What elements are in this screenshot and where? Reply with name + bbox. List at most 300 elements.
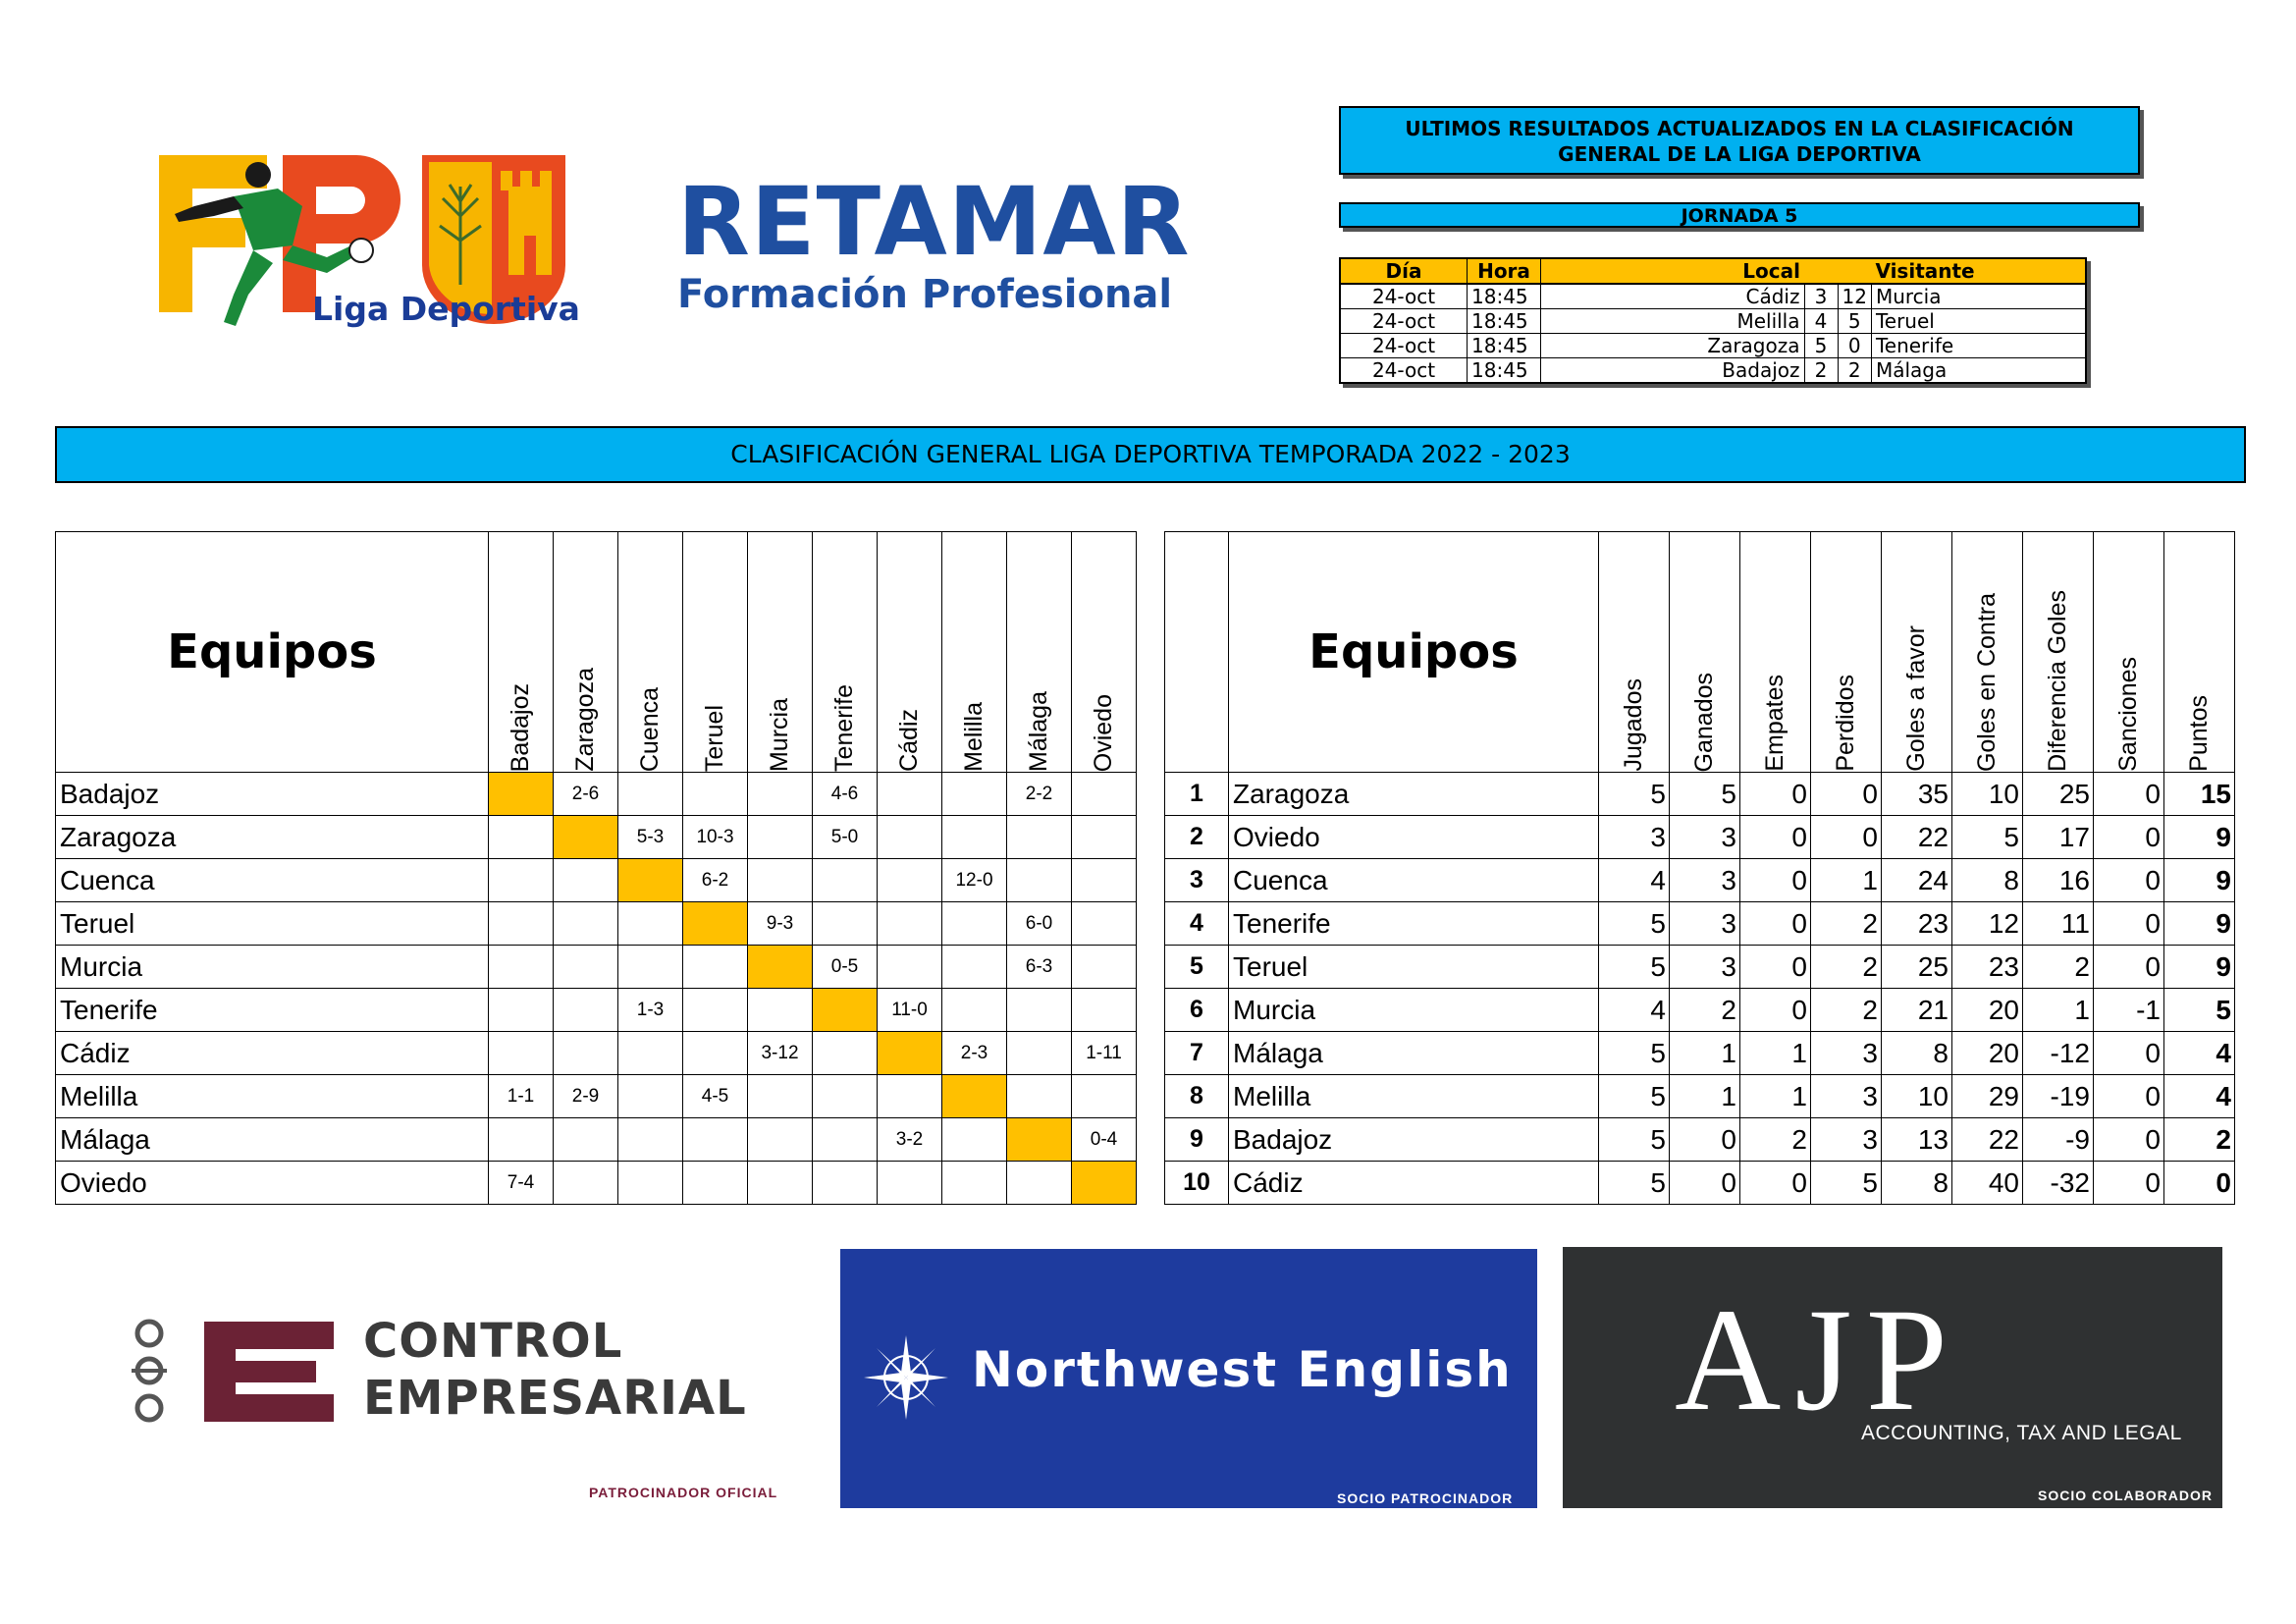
standings-pos-header xyxy=(1165,532,1229,773)
standings-stat: 3 xyxy=(1670,816,1740,859)
matrix-score-cell xyxy=(489,1032,554,1075)
results-matrix xyxy=(55,531,1137,1205)
standings-points: 2 xyxy=(2164,1118,2235,1162)
standings-stat: 21 xyxy=(1882,989,1952,1032)
standings-stat: 1 xyxy=(1740,1032,1811,1075)
standings-stat: 1 xyxy=(1670,1075,1740,1118)
standings-stat: 20 xyxy=(1952,1032,2023,1075)
compass-rose-icon xyxy=(862,1333,950,1422)
result-local-goals: 2 xyxy=(1804,358,1838,384)
result-time: 18:45 xyxy=(1468,284,1541,309)
matrix-score-cell xyxy=(1072,989,1137,1032)
matrix-score-cell xyxy=(942,816,1007,859)
standings-stat: 16 xyxy=(2023,859,2094,902)
matrix-row-team: Cuenca xyxy=(56,859,489,902)
matrix-score-cell: 1-3 xyxy=(618,989,683,1032)
matrix-row-team: Badajoz xyxy=(56,773,489,816)
matrix-score-cell: 2-6 xyxy=(554,773,618,816)
matrix-score-cell: 2-9 xyxy=(554,1075,618,1118)
matrix-row-team: Melilla xyxy=(56,1075,489,1118)
standings-stat: 0 xyxy=(1811,773,1882,816)
matrix-score-cell xyxy=(878,902,942,946)
sponsor-tag-partner: SOCIO PATROCINADOR xyxy=(1337,1490,1514,1506)
standings-stat: 3 xyxy=(1670,859,1740,902)
standings-stat: 25 xyxy=(2023,773,2094,816)
matrix-score-cell xyxy=(878,816,942,859)
matrix-score-cell xyxy=(683,946,748,989)
result-day: 24-oct xyxy=(1340,334,1468,358)
matrix-col-label: Cádiz xyxy=(895,709,923,772)
result-visitor-goals: 2 xyxy=(1838,358,1871,384)
standings-stat: 2 xyxy=(1740,1118,1811,1162)
matrix-row xyxy=(56,816,1137,859)
standings-stat: 10 xyxy=(1952,773,2023,816)
standings-stat: 10 xyxy=(1882,1075,1952,1118)
standings-teams-header: Equipos xyxy=(1229,532,1599,773)
matrix-score-cell: 6-3 xyxy=(1007,946,1072,989)
result-local-goals: 4 xyxy=(1804,309,1838,334)
latest-results-table xyxy=(1339,257,2087,384)
result-visitor-goals: 0 xyxy=(1838,334,1871,358)
standings-stat: 0 xyxy=(2094,816,2164,859)
matrix-col-header xyxy=(878,532,942,773)
matrix-col-header xyxy=(554,532,618,773)
matrix-row-team: Murcia xyxy=(56,946,489,989)
standings-col-label: Empates xyxy=(1761,675,1789,772)
ajp-subtitle: ACCOUNTING, TAX AND LEGAL xyxy=(1861,1422,2182,1444)
matrix-score-cell xyxy=(683,1162,748,1205)
matrix-score-cell xyxy=(813,1118,878,1162)
standings-stat: -32 xyxy=(2023,1162,2094,1205)
matrix-score-cell xyxy=(489,859,554,902)
matrix-score-cell xyxy=(554,902,618,946)
standings-row xyxy=(1165,1118,2235,1162)
result-row xyxy=(1340,334,2086,358)
matrix-score-cell xyxy=(878,1162,942,1205)
standings-stat: 0 xyxy=(1740,816,1811,859)
standings-stat: 5 xyxy=(1952,816,2023,859)
matrix-score-cell xyxy=(878,1075,942,1118)
matrix-score-cell xyxy=(683,1032,748,1075)
matrix-score-cell xyxy=(489,989,554,1032)
standings-stat: 0 xyxy=(1740,773,1811,816)
standings-col-header xyxy=(1670,532,1740,773)
matrix-row-team: Zaragoza xyxy=(56,816,489,859)
matrix-score-cell: 2-3 xyxy=(942,1032,1007,1075)
matrix-score-cell xyxy=(618,1162,683,1205)
standings-col-header xyxy=(1882,532,1952,773)
matrix-col-header xyxy=(748,532,813,773)
standings-row xyxy=(1165,773,2235,816)
standings-stat: 12 xyxy=(1952,902,2023,946)
standings-stat: 0 xyxy=(1740,989,1811,1032)
ajp-name: AJP xyxy=(1675,1278,1962,1441)
standings-col-header xyxy=(1952,532,2023,773)
standings-header-row xyxy=(1165,532,2235,773)
matrix-col-header xyxy=(489,532,554,773)
matrix-score-cell xyxy=(618,902,683,946)
standings-stat: 0 xyxy=(2094,1118,2164,1162)
control-empresarial-logo xyxy=(120,1312,346,1430)
matrix-score-cell: 4-5 xyxy=(683,1075,748,1118)
standings-stat: 5 xyxy=(1599,902,1670,946)
result-local-goals: 3 xyxy=(1804,284,1838,309)
matrix-diagonal-cell xyxy=(878,1032,942,1075)
matrix-score-cell: 3-12 xyxy=(748,1032,813,1075)
standings-position: 4 xyxy=(1165,902,1229,946)
matrix-score-cell xyxy=(618,1118,683,1162)
standings-stat: 1 xyxy=(2023,989,2094,1032)
matrix-score-cell: 0-4 xyxy=(1072,1118,1137,1162)
standings-col-header xyxy=(2023,532,2094,773)
col-dia: Día xyxy=(1340,258,1468,284)
sponsor-tag-collaborator: SOCIO COLABORADOR xyxy=(2038,1488,2213,1503)
matrix-score-cell xyxy=(618,1075,683,1118)
standings-row xyxy=(1165,816,2235,859)
matrix-diagonal-cell xyxy=(683,902,748,946)
matrix-score-cell: 1-11 xyxy=(1072,1032,1137,1075)
standings-stat: 0 xyxy=(2094,1032,2164,1075)
standings-position: 3 xyxy=(1165,859,1229,902)
standings-stat: 3 xyxy=(1599,816,1670,859)
standings-stat: 0 xyxy=(1740,1162,1811,1205)
standings-row xyxy=(1165,1032,2235,1075)
standings-stat: 0 xyxy=(1740,946,1811,989)
matrix-score-cell xyxy=(554,946,618,989)
result-local-team: Melilla xyxy=(1541,309,1805,334)
standings-stat: 2 xyxy=(1670,989,1740,1032)
matrix-score-cell xyxy=(1072,946,1137,989)
matrix-score-cell: 5-3 xyxy=(618,816,683,859)
standings-stat: 2 xyxy=(1811,946,1882,989)
matrix-score-cell xyxy=(813,859,878,902)
standings-stat: 2 xyxy=(1811,902,1882,946)
standings-stat: 1 xyxy=(1811,859,1882,902)
standings-col-label: Puntos xyxy=(2185,695,2213,772)
standings-team: Cuenca xyxy=(1229,859,1599,902)
matrix-col-label: Murcia xyxy=(766,697,793,772)
standings-col-label: Sanciones xyxy=(2114,657,2142,772)
matrix-score-cell xyxy=(942,1162,1007,1205)
standings-stat: 0 xyxy=(1740,902,1811,946)
standings-stat: 4 xyxy=(1599,859,1670,902)
standings-stat: 8 xyxy=(1882,1162,1952,1205)
matrix-score-cell xyxy=(489,1118,554,1162)
matrix-score-cell xyxy=(618,946,683,989)
standings-col-label: Goles en Contra xyxy=(1973,592,2001,772)
standings-row xyxy=(1165,902,2235,946)
standings-position: 7 xyxy=(1165,1032,1229,1075)
matrix-col-label: Badajoz xyxy=(507,682,534,772)
standings-stat: 0 xyxy=(2094,946,2164,989)
matrix-diagonal-cell xyxy=(1072,1162,1137,1205)
matrix-score-cell xyxy=(489,816,554,859)
result-local-goals: 5 xyxy=(1804,334,1838,358)
matrix-score-cell xyxy=(683,989,748,1032)
standings-stat: -1 xyxy=(2094,989,2164,1032)
matrix-score-cell xyxy=(748,1075,813,1118)
standings-stat: 8 xyxy=(1882,1032,1952,1075)
matrix-row xyxy=(56,1118,1137,1162)
col-local: Local xyxy=(1541,258,1805,284)
standings-stat: 2 xyxy=(1811,989,1882,1032)
brand-subtitle: Formación Profesional xyxy=(677,272,1173,317)
standings-stat: 0 xyxy=(2094,773,2164,816)
standings-stat: 13 xyxy=(1882,1118,1952,1162)
standings-row xyxy=(1165,1162,2235,1205)
matrix-score-cell: 7-4 xyxy=(489,1162,554,1205)
result-row xyxy=(1340,358,2086,384)
matrix-col-label: Tenerife xyxy=(830,684,858,772)
matrix-score-cell xyxy=(683,773,748,816)
result-visitor-team: Murcia xyxy=(1871,284,2086,309)
standings-stat: 22 xyxy=(1882,816,1952,859)
standings-team: Cádiz xyxy=(1229,1162,1599,1205)
standings-stat: 2 xyxy=(2023,946,2094,989)
standings-stat: 40 xyxy=(1952,1162,2023,1205)
standings-table xyxy=(1164,531,2235,1205)
standings-stat: 3 xyxy=(1811,1118,1882,1162)
standings-stat: 22 xyxy=(1952,1118,2023,1162)
standings-team: Murcia xyxy=(1229,989,1599,1032)
matrix-score-cell: 1-1 xyxy=(489,1075,554,1118)
standings-row xyxy=(1165,859,2235,902)
matrix-score-cell: 10-3 xyxy=(683,816,748,859)
standings-col-header xyxy=(2094,532,2164,773)
matrix-score-cell: 5-0 xyxy=(813,816,878,859)
standings-stat: 0 xyxy=(1740,859,1811,902)
matrix-row-team: Málaga xyxy=(56,1118,489,1162)
brand-title: RETAMAR xyxy=(677,167,1191,277)
standings-col-label: Diferencia Goles xyxy=(2044,590,2071,772)
standings-row xyxy=(1165,989,2235,1032)
result-time: 18:45 xyxy=(1468,309,1541,334)
result-row xyxy=(1340,284,2086,309)
results-header-text: ULTIMOS RESULTADOS ACTUALIZADOS EN LA CLASIFICACIÓN GENERAL DE LA LIGA DEPORTIVA xyxy=(1405,117,2074,166)
matrix-row xyxy=(56,859,1137,902)
control-empresarial-line2: EMPRESARIAL xyxy=(363,1371,747,1426)
matrix-score-cell xyxy=(878,946,942,989)
matrix-score-cell xyxy=(1007,1032,1072,1075)
matrix-score-cell xyxy=(748,1162,813,1205)
standings-stat: 1 xyxy=(1670,1032,1740,1075)
matrix-score-cell xyxy=(748,859,813,902)
matrix-row xyxy=(56,989,1137,1032)
standings-stat: 0 xyxy=(2094,902,2164,946)
standings-stat: 11 xyxy=(2023,902,2094,946)
standings-stat: 5 xyxy=(1599,773,1670,816)
results-header-row xyxy=(1340,258,2086,284)
matrix-score-cell xyxy=(1007,989,1072,1032)
matrix-score-cell xyxy=(618,1032,683,1075)
matrix-diagonal-cell xyxy=(554,816,618,859)
standings-stat: -19 xyxy=(2023,1075,2094,1118)
result-local-team: Badajoz xyxy=(1541,358,1805,384)
northwest-english-name: Northwest English xyxy=(972,1341,1513,1398)
matrix-diagonal-cell xyxy=(748,946,813,989)
matrix-score-cell: 12-0 xyxy=(942,859,1007,902)
matrix-score-cell xyxy=(554,1118,618,1162)
standings-position: 9 xyxy=(1165,1118,1229,1162)
matrix-col-label: Málaga xyxy=(1025,691,1052,772)
standings-position: 10 xyxy=(1165,1162,1229,1205)
matrix-col-header xyxy=(813,532,878,773)
result-row xyxy=(1340,309,2086,334)
standings-stat: 17 xyxy=(2023,816,2094,859)
matrix-score-cell xyxy=(489,902,554,946)
standings-stat: 20 xyxy=(1952,989,2023,1032)
matrix-score-cell xyxy=(554,1162,618,1205)
matrix-score-cell xyxy=(813,902,878,946)
matrix-score-cell xyxy=(1007,859,1072,902)
standings-points: 4 xyxy=(2164,1032,2235,1075)
standings-team: Oviedo xyxy=(1229,816,1599,859)
standings-col-label: Perdidos xyxy=(1832,675,1859,772)
matrix-score-cell xyxy=(489,946,554,989)
matrix-score-cell xyxy=(748,1118,813,1162)
result-time: 18:45 xyxy=(1468,334,1541,358)
standings-points: 9 xyxy=(2164,946,2235,989)
standings-stat: 5 xyxy=(1599,1162,1670,1205)
matrix-score-cell: 6-2 xyxy=(683,859,748,902)
matrix-score-cell xyxy=(554,859,618,902)
matrix-score-cell xyxy=(942,1118,1007,1162)
matrix-score-cell xyxy=(748,989,813,1032)
matrix-score-cell xyxy=(942,946,1007,989)
standings-points: 9 xyxy=(2164,859,2235,902)
matrix-score-cell xyxy=(554,1032,618,1075)
result-visitor-team: Tenerife xyxy=(1871,334,2086,358)
jornada-label: JORNADA 5 xyxy=(1339,202,2140,228)
standings-team: Teruel xyxy=(1229,946,1599,989)
standings-stat: -12 xyxy=(2023,1032,2094,1075)
standings-stat: 5 xyxy=(1811,1162,1882,1205)
standings-position: 1 xyxy=(1165,773,1229,816)
standings-row xyxy=(1165,1075,2235,1118)
standings-stat: 0 xyxy=(1670,1162,1740,1205)
matrix-col-label: Zaragoza xyxy=(571,668,599,772)
standings-points: 5 xyxy=(2164,989,2235,1032)
standings-stat: 29 xyxy=(1952,1075,2023,1118)
matrix-row xyxy=(56,946,1137,989)
standings-col-header xyxy=(2164,532,2235,773)
matrix-score-cell xyxy=(878,859,942,902)
standings-stat: 5 xyxy=(1599,1075,1670,1118)
result-visitor-goals: 12 xyxy=(1838,284,1871,309)
matrix-score-cell: 4-6 xyxy=(813,773,878,816)
standings-stat: 8 xyxy=(1952,859,2023,902)
matrix-diagonal-cell xyxy=(489,773,554,816)
result-visitor-goals: 5 xyxy=(1838,309,1871,334)
sponsor-tag-official: PATROCINADOR OFICIAL xyxy=(589,1485,778,1500)
matrix-score-cell: 9-3 xyxy=(748,902,813,946)
col-goals-visit-head xyxy=(1838,258,1871,284)
standings-points: 9 xyxy=(2164,816,2235,859)
classification-title: CLASIFICACIÓN GENERAL LIGA DEPORTIVA TEMPORADA 2022 - 2023 xyxy=(55,426,2246,483)
standings-stat: 1 xyxy=(1740,1075,1811,1118)
matrix-col-label: Cuenca xyxy=(636,686,664,772)
standings-body xyxy=(1165,773,2235,1205)
standings-position: 6 xyxy=(1165,989,1229,1032)
result-day: 24-oct xyxy=(1340,309,1468,334)
matrix-score-cell xyxy=(813,1075,878,1118)
standings-stat: 0 xyxy=(2094,859,2164,902)
matrix-score-cell xyxy=(813,1162,878,1205)
col-visitante: Visitante xyxy=(1871,258,2086,284)
standings-stat: 3 xyxy=(1811,1032,1882,1075)
matrix-score-cell xyxy=(942,773,1007,816)
fpu-logo-caption: Liga Deportiva xyxy=(312,290,580,328)
matrix-body xyxy=(56,773,1137,1205)
standings-points: 9 xyxy=(2164,902,2235,946)
matrix-row-team: Teruel xyxy=(56,902,489,946)
col-goals-local-head xyxy=(1804,258,1838,284)
control-empresarial-line1: CONTROL xyxy=(363,1314,623,1369)
matrix-col-label: Oviedo xyxy=(1090,693,1117,772)
standings-col-label: Ganados xyxy=(1690,672,1718,772)
matrix-diagonal-cell xyxy=(942,1075,1007,1118)
matrix-row-team: Oviedo xyxy=(56,1162,489,1205)
matrix-col-label: Melilla xyxy=(960,702,988,772)
matrix-row xyxy=(56,1032,1137,1075)
standings-stat: 0 xyxy=(2094,1075,2164,1118)
matrix-score-cell xyxy=(1072,902,1137,946)
standings-stat: 3 xyxy=(1670,946,1740,989)
standings-stat: 5 xyxy=(1670,773,1740,816)
matrix-score-cell xyxy=(1072,859,1137,902)
matrix-teams-header: Equipos xyxy=(56,532,489,773)
matrix-score-cell xyxy=(942,989,1007,1032)
standings-stat: 5 xyxy=(1599,946,1670,989)
matrix-score-cell xyxy=(748,816,813,859)
matrix-score-cell xyxy=(813,1032,878,1075)
standings-stat: 0 xyxy=(1811,816,1882,859)
matrix-score-cell: 2-2 xyxy=(1007,773,1072,816)
matrix-score-cell: 6-0 xyxy=(1007,902,1072,946)
result-time: 18:45 xyxy=(1468,358,1541,384)
matrix-col-header xyxy=(683,532,748,773)
standings-stat: 4 xyxy=(1599,989,1670,1032)
matrix-score-cell xyxy=(1007,1075,1072,1118)
standings-stat: 0 xyxy=(1670,1118,1740,1162)
matrix-score-cell xyxy=(1007,1162,1072,1205)
standings-position: 2 xyxy=(1165,816,1229,859)
standings-stat: 5 xyxy=(1599,1118,1670,1162)
standings-stat: 24 xyxy=(1882,859,1952,902)
matrix-row-team: Tenerife xyxy=(56,989,489,1032)
standings-points: 4 xyxy=(2164,1075,2235,1118)
standings-stat: 23 xyxy=(1882,902,1952,946)
result-local-team: Zaragoza xyxy=(1541,334,1805,358)
matrix-score-cell xyxy=(942,902,1007,946)
col-hora: Hora xyxy=(1468,258,1541,284)
result-local-team: Cádiz xyxy=(1541,284,1805,309)
standings-team: Málaga xyxy=(1229,1032,1599,1075)
matrix-row xyxy=(56,773,1137,816)
matrix-col-header xyxy=(942,532,1007,773)
matrix-score-cell xyxy=(1072,773,1137,816)
standings-row xyxy=(1165,946,2235,989)
matrix-score-cell xyxy=(1072,816,1137,859)
matrix-header-row xyxy=(56,532,1137,773)
standings-team: Melilla xyxy=(1229,1075,1599,1118)
standings-stat: 0 xyxy=(2094,1162,2164,1205)
matrix-score-cell xyxy=(1072,1075,1137,1118)
matrix-diagonal-cell xyxy=(813,989,878,1032)
result-visitor-team: Teruel xyxy=(1871,309,2086,334)
matrix-score-cell: 11-0 xyxy=(878,989,942,1032)
matrix-score-cell: 0-5 xyxy=(813,946,878,989)
